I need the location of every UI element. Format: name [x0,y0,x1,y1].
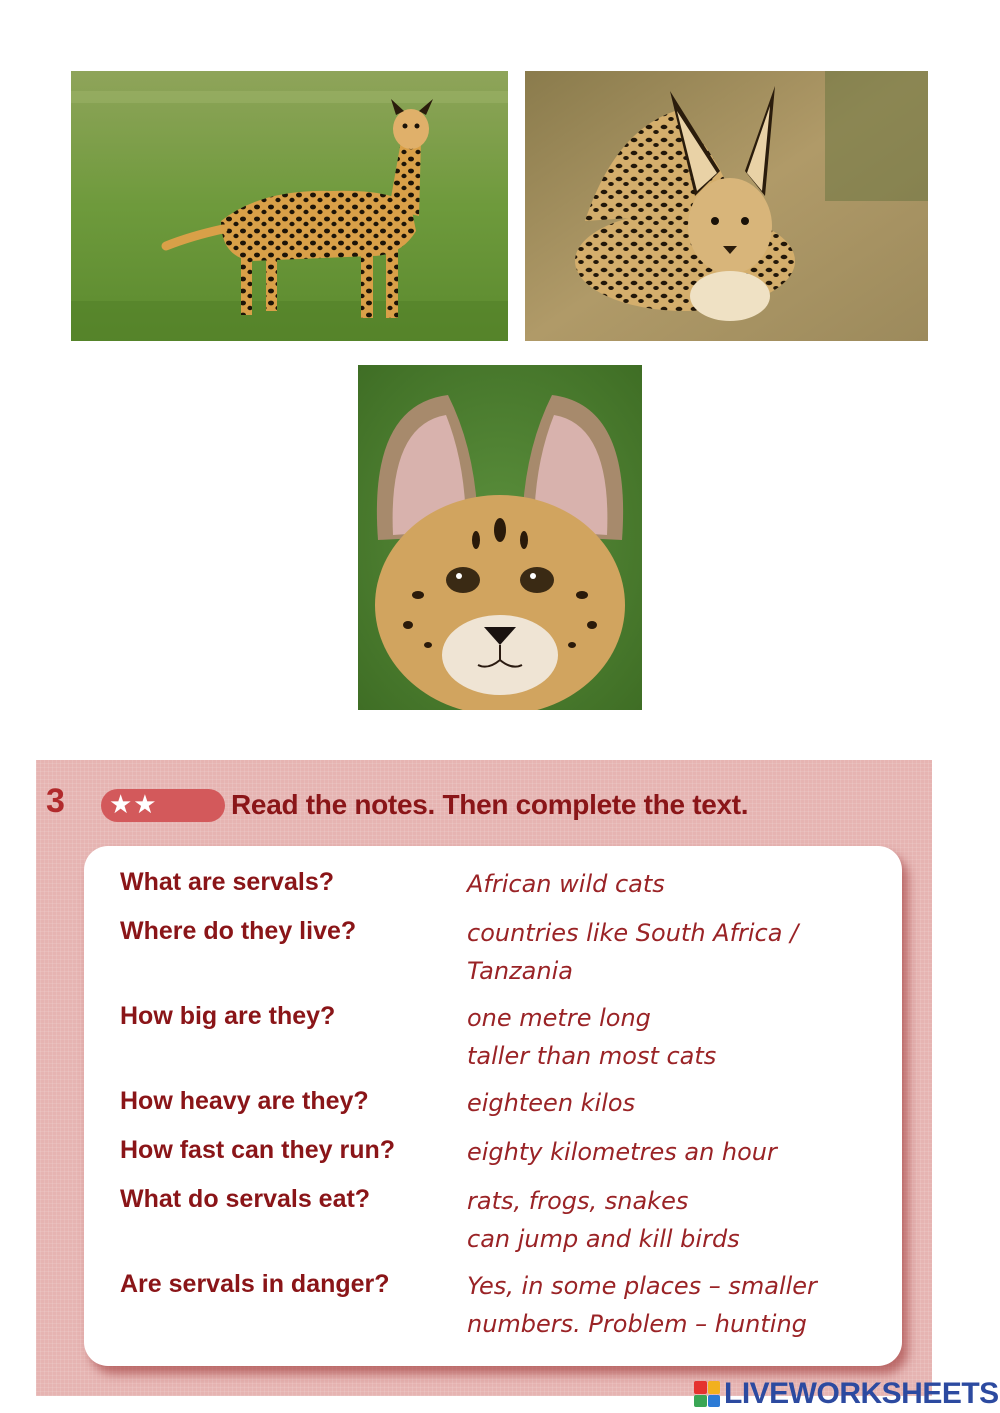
note-question: What do servals eat? [120,1185,371,1213]
difficulty-stars-badge: ★★ [101,789,225,822]
note-question: What are servals? [120,868,334,896]
note-answer [467,999,716,1075]
note-answer-line: eighty kilometres an hour [467,1138,777,1166]
logo-text: LIVEWORKSHEETS [724,1377,999,1410]
logo-badge-cell [694,1381,707,1394]
note-answer-line: can jump and kill birds [467,1225,740,1253]
note-answer [467,1267,817,1343]
logo-badge-icon [694,1381,720,1407]
note-answer-line: numbers. Problem – hunting [467,1310,807,1338]
note-answer [467,1084,635,1122]
serval-standing-photo [71,71,508,341]
logo-badge-cell [708,1381,721,1394]
serval-crouching-photo [525,71,928,341]
note-question: Where do they live? [120,917,357,945]
note-answer [467,1133,777,1171]
note-question: How heavy are they? [120,1087,369,1115]
note-answer [467,1182,740,1258]
liveworksheets-logo[interactable] [694,1376,999,1412]
note-answer-line: eighteen kilos [467,1089,636,1117]
note-answer-line: countries like South Africa / [467,919,799,947]
exercise-panel [36,760,932,1396]
note-answer-line: rats, frogs, snakes [467,1187,689,1215]
note-question: How big are they? [120,1002,336,1030]
note-answer-line: one metre long [467,1004,651,1032]
exercise-instruction: Read the notes. Then complete the text. [231,789,749,820]
serval-face-photo [358,365,642,710]
logo-badge-cell [708,1395,721,1408]
note-answer-line: African wild cats [467,870,665,898]
note-question: Are servals in danger? [120,1270,390,1298]
note-answer [467,914,798,990]
exercise-number: 3 [46,782,65,820]
note-question: How fast can they run? [120,1136,396,1164]
note-answer [467,865,665,903]
note-answer-line: Tanzania [467,957,573,985]
notes-card [84,846,902,1366]
logo-badge-cell [694,1395,707,1408]
note-answer-line: Yes, in some places – smaller [467,1272,817,1300]
note-answer-line: taller than most cats [467,1042,717,1070]
